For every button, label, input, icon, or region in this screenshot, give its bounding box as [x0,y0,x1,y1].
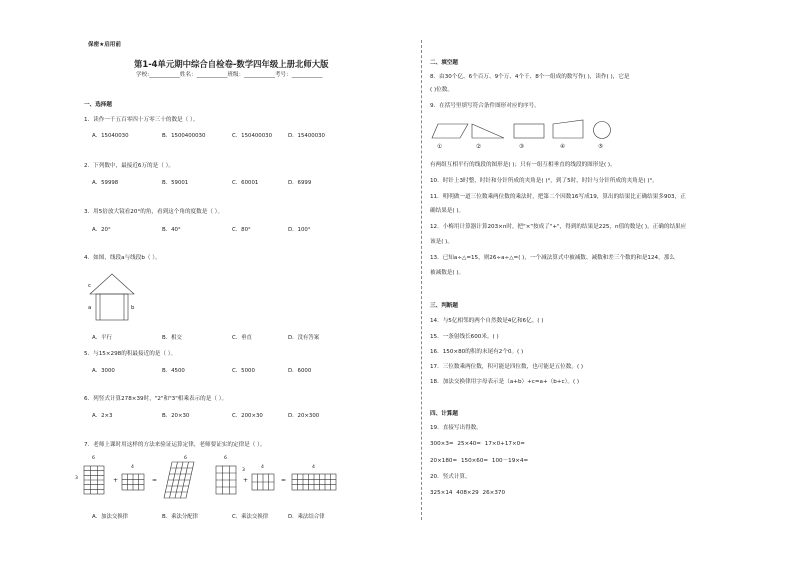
calc-row-3: 325×14 408×29 26×370 [430,490,506,496]
question-17: 17．三位数乘两位数，积可能是四位数，也可能是五位数。( ) [430,364,584,370]
q3-option-b: B．40° [162,227,181,233]
question-19: 19．直接写出得数。 [430,425,482,431]
question-12: 12．小梅用计算器计算203×n时，把"×"按成了"+"，得到的结果是225，n值的数是( )，正确的结果应 [430,224,687,230]
q2-option-b: B．59001 [162,180,189,186]
confidential-mark: 保密★启用前 [88,42,121,48]
column-divider [421,40,422,520]
question-13: 13．已知a÷△=15，则26÷a÷△=( )，一个减法算式中被减数、减数和差三个数的和是124，那么 [430,255,675,261]
q4-option-a: A．平行 [92,335,112,341]
grid-label-6: 4 [312,465,315,470]
q5-option-c: C．5000 [232,368,255,374]
question-9-cont: 有两组互相平行的线段的图形是( )；只有一组互相垂直的线段的图形是( )。 [430,162,616,168]
q3-option-c: C．80° [232,227,251,233]
shape-rectangle [512,122,546,140]
section-choice-title: 一、选择题 [84,102,112,108]
q2-option-a: A．59998 [92,180,119,186]
q3-option-d: D．100° [288,227,311,233]
q6-option-c: C．200×30 [232,413,263,419]
question-13-cont: 被减数是( )。 [430,270,465,276]
q4-option-d: D．没有答案 [288,335,320,341]
plus-sign-2: + [243,477,249,484]
q5-option-b: B．4500 [162,368,185,374]
q7-option-d: D．乘法结合律 [288,514,325,520]
question-20: 20．竖式计算。 [430,474,471,480]
shape-circle [592,120,612,140]
q2-option-d: D．6999 [288,180,312,186]
grid-label-2: 3 [75,476,78,481]
shape-label-3: ③ [519,144,525,150]
grid-label-3: 4 [131,465,134,470]
equals-sign-2: = [281,477,287,484]
calc-row-2: 20×180= 150×60= 100－19×4= [430,458,529,464]
grid-label-8: 3 [242,468,245,473]
question-8-cont: ( )位数。 [430,87,453,93]
question-3: 3．用5倍放大镜看20°的角，看到这个角的度数是（ ）。 [84,209,224,215]
grid-figure-6 [290,470,340,492]
q6-option-b: B．20×30 [162,413,190,419]
q7-option-c: C．乘法交换律 [232,514,269,520]
house-label-c: c [88,283,91,289]
q1-option-b: B．1500400030 [162,133,206,139]
q6-option-d: D．20×300 [288,413,320,419]
q7-option-b: B．乘法分配律 [162,514,199,520]
calc-row-1: 300×3= 25×40= 17×0+17×0= [430,441,525,447]
q4-option-b: B．相交 [162,335,182,341]
shape-label-5: ⑤ [598,144,604,150]
grid-figure-1 [82,462,108,496]
grid-label-7: 6 [184,456,187,461]
question-16: 16．150×80的积的末尾有2个0。( ) [430,349,524,355]
q4-option-c: C．垂直 [232,335,252,341]
question-11: 11．明明做一道三位数乘两位数的乘法时，把第二个因数16写成19，算出的结果比正确结果多903，正 [430,194,686,200]
shape-label-4: ④ [560,144,566,150]
grid-figure-5 [250,470,278,492]
shape-label-2: ② [476,144,482,150]
q5-option-a: A．3000 [92,368,115,374]
question-2: 2．下列数中，最接近6万的是（ ）。 [84,163,175,169]
grid-label-5: 4 [261,465,264,470]
section-fill-title: 二、填空题 [430,60,458,66]
grid-label-4: 6 [224,456,227,461]
house-label-b: b [131,305,135,311]
question-8: 8．由30个亿、6个百万、9个万、4个千、8个一组成的数写作( )，读作( )，它是 [430,74,630,80]
question-6: 6．列竖式计算278×39时，"2"和"3"相乘表示的是（ ）。 [84,396,228,402]
grid-figure-3 [162,458,196,500]
page-title: 第1-4单元期中综合自检卷-数学四年级上册北师大版 [134,59,329,69]
shape-trapezoid [551,118,585,140]
equals-sign-1: = [152,477,158,484]
question-12-cont: 该是( )。 [430,239,453,245]
q6-option-a: A．2×3 [92,413,113,419]
house-figure [88,272,136,322]
q5-option-d: D．6000 [288,368,312,374]
q1-option-a: A．15040030 [92,133,129,139]
house-label-a: a [88,305,92,311]
student-info-line: 学校:___________姓名：___________班级：___________考号：___________ [136,72,323,78]
plus-sign-1: + [113,477,119,484]
q1-option-c: C．150400030 [232,133,273,139]
question-15: 15．一条射线长600米。( ) [430,334,499,340]
section-judge-title: 三、判断题 [430,303,458,309]
q1-option-d: D．15400030 [288,133,325,139]
question-1: 1．读作一千五百零四十万零三十的数是（ ）。 [84,117,199,123]
question-18: 18．加法交换律用字母表示是（a+b）+c=a+（b+c）。( ) [430,379,580,385]
question-10: 10．时针上3时整，时针和分针所成的夹角是( )°，到了5时，时针与分针所成的夹角是( )°。 [430,178,658,184]
grid-label-1: 6 [92,456,95,461]
grid-figure-4 [214,462,240,496]
q7-option-a: A．加法交换律 [92,514,129,520]
question-4: 4．如图，线段a与线段b（ ）。 [84,255,161,261]
shape-parallelogram [430,122,470,140]
question-14: 14．与5亿相邻的两个自然数是4亿和6亿。( ) [430,318,544,324]
question-5: 5．与15×298的积最接近的是（ ）。 [84,351,177,357]
q2-option-c: C．60001 [232,180,259,186]
question-7: 7．老师上课时用这样的方法来验证运算定律，老师要证实的定律是（ ）。 [84,442,266,448]
shape-label-1: ① [437,144,443,150]
shape-triangle [470,122,506,140]
q3-option-a: A．20° [92,227,111,233]
question-9: 9．在括号里填写符合条件图形对应的序号。 [430,103,540,109]
grid-figure-2 [120,470,148,492]
question-11-cont: 确结果是( )。 [430,208,465,214]
section-calc-title: 四、计算题 [430,411,458,417]
